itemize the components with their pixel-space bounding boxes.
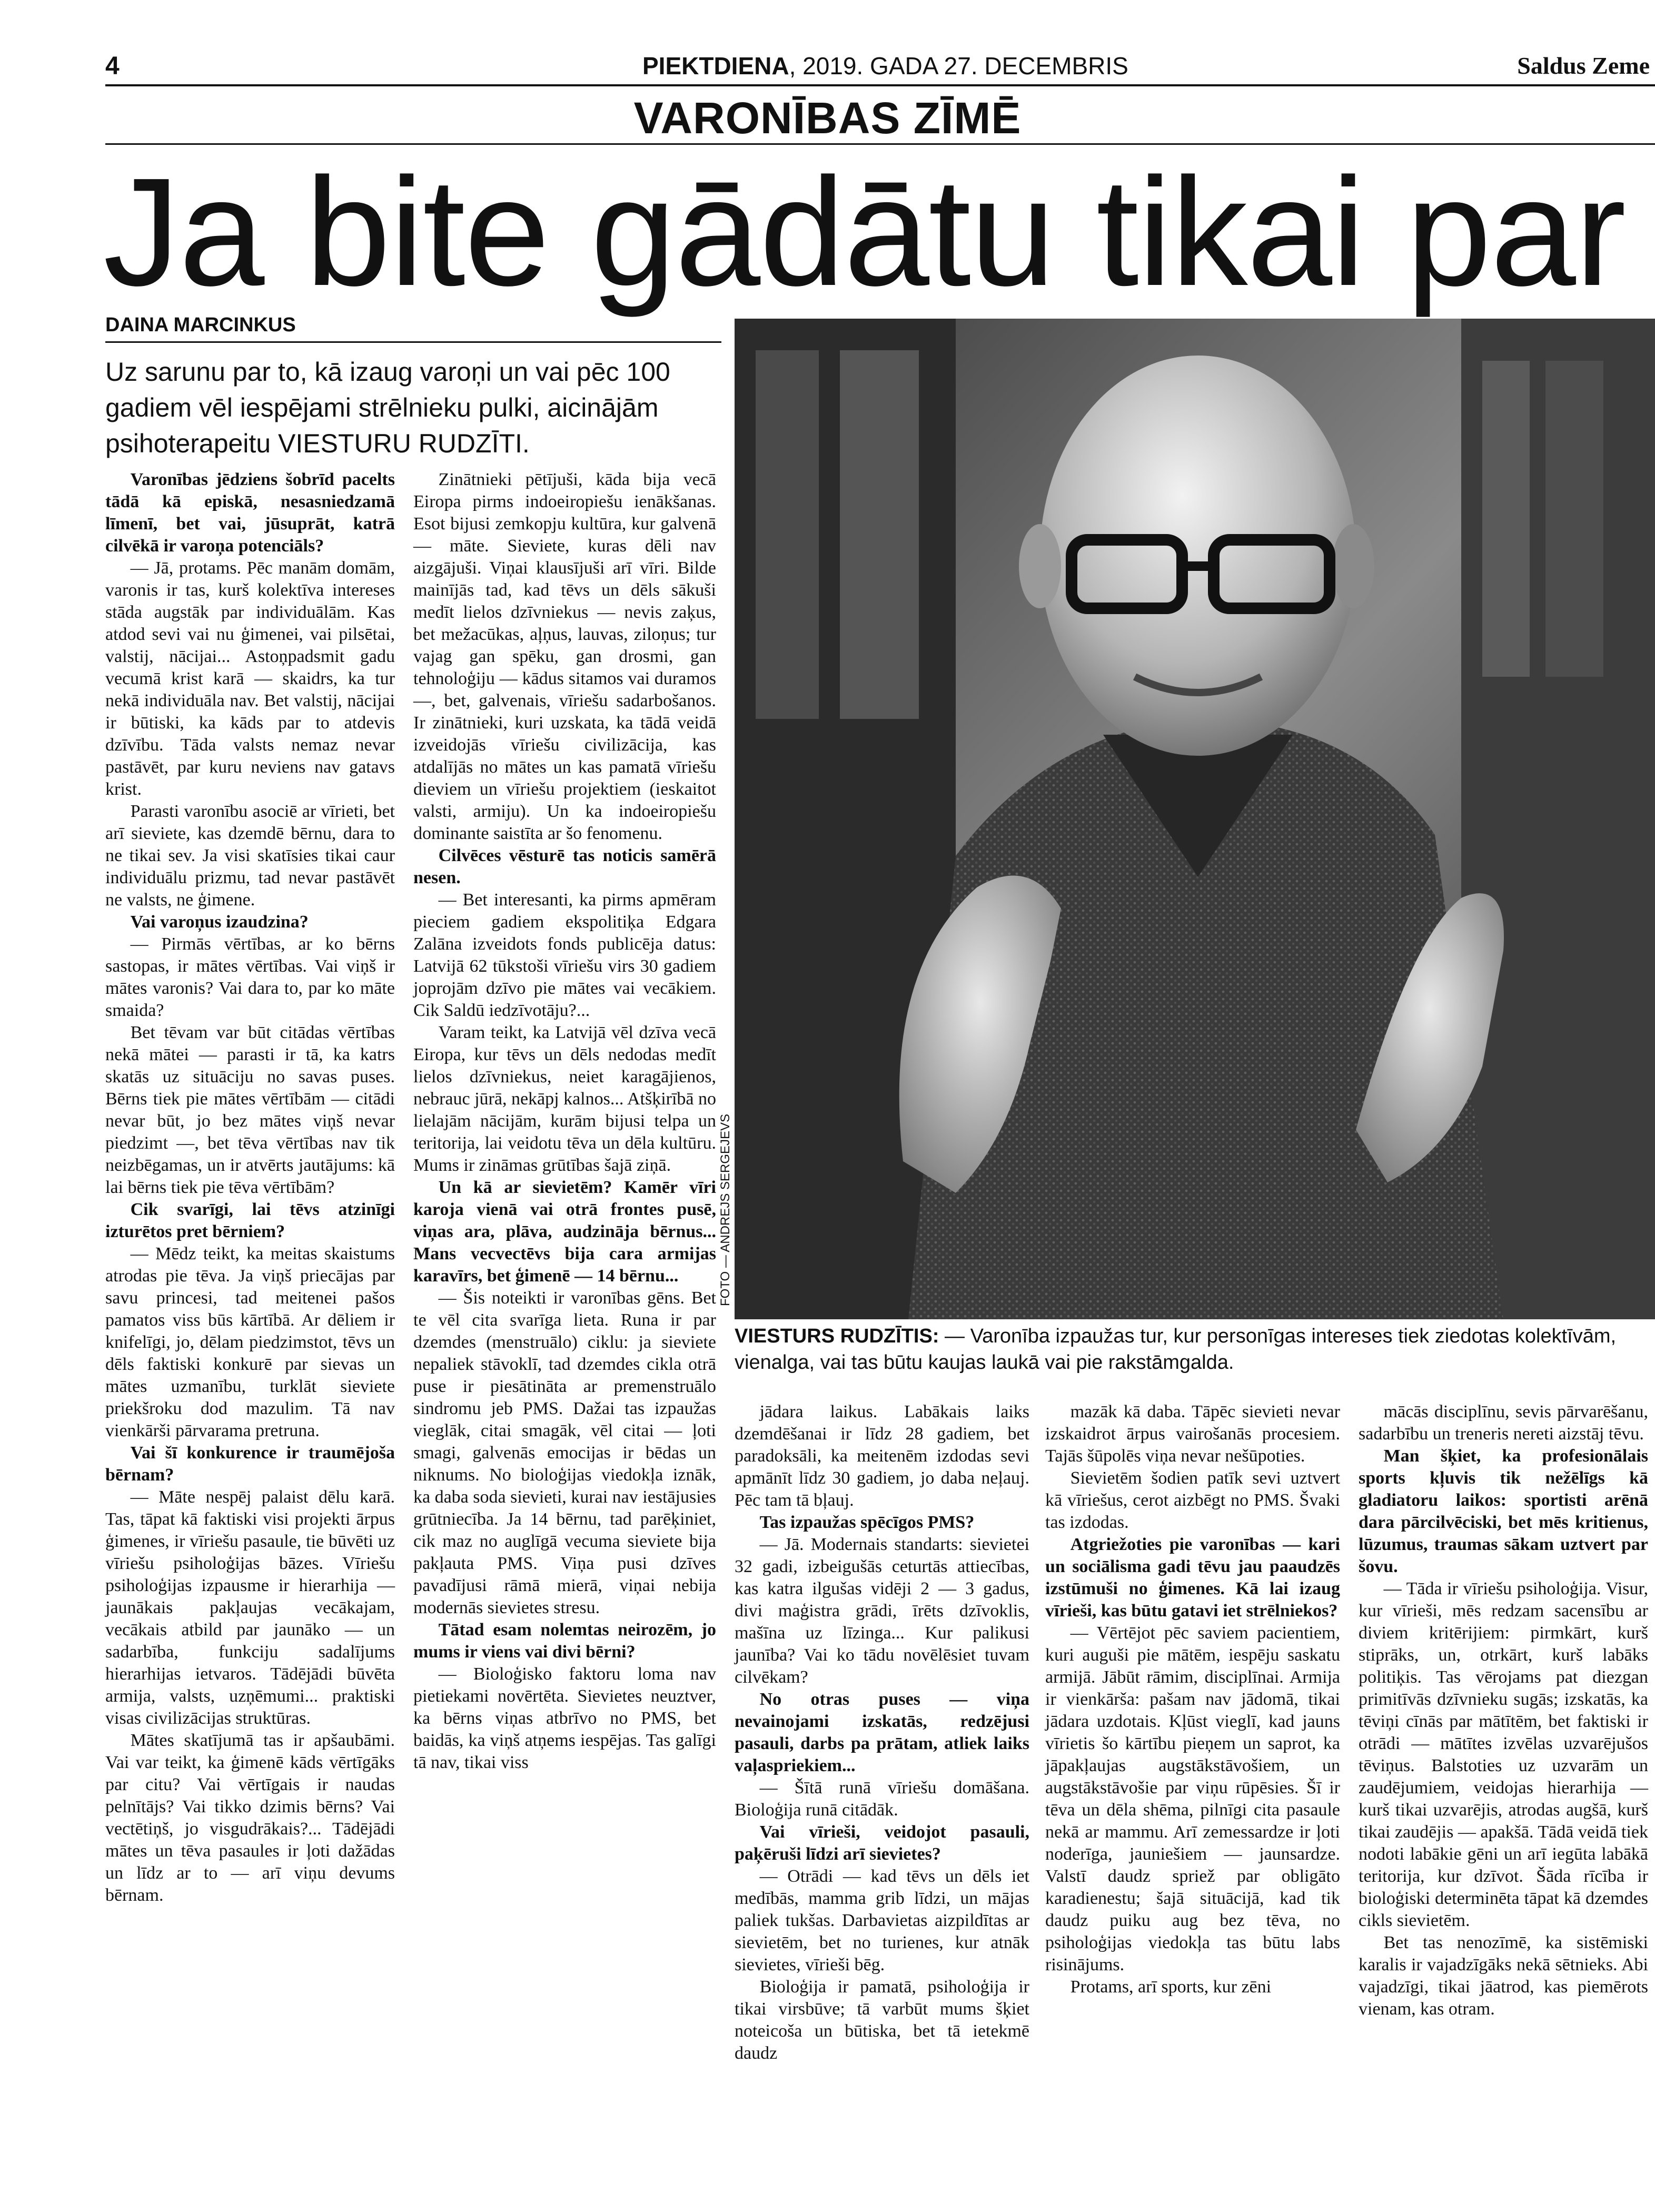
interview-paragraph: mācās disciplīnu, sevis pārvarēšanu, sadarbību un treneris nereti aizstāj tēvu. xyxy=(1359,1402,1648,1444)
interview-paragraph: Sievietēm šodien patīk sevi uztvert kā vīriešus, cerot aizbēgt no PMS. Švaki tas izdodas. xyxy=(1045,1468,1340,1532)
article-column-4 xyxy=(1045,1401,1340,1998)
page-number: 4 xyxy=(105,52,120,80)
newspaper-name: Saldus Zeme xyxy=(1517,52,1650,79)
portrait-photo xyxy=(735,319,1655,1319)
article-column-2 xyxy=(413,469,716,1774)
headline: Ja bite gādātu tikai par xyxy=(103,146,1626,318)
section-title: VARONĪBAS ZĪMĒ xyxy=(633,93,1022,143)
interview-paragraph: — Jā, protams. Pēc manām domām, varonis ir tas, kurš kolektīva intereses stāda augstāk par individuālām. Kas atdod sevi vai nu ģimenei, vai pilsētai, valstij, nācijai... Astoņpadsmit gadu vecumā krist karā — skaidrs, ka tur nekā individuāla nav. Bet valstij, nācijai ir būtiski, ka kāds par to atdevis dzīvību. Tāda valsts nemaz nevar pastāvēt, par kuru neviens nav gatavs krist. xyxy=(105,558,395,799)
interview-paragraph: Protams, arī sports, kur zēni xyxy=(1070,1977,1272,1997)
caption-name: VIESTURS RUDZĪTIS: xyxy=(735,1325,939,1347)
interview-question: Varonības jēdziens šobrīd pacelts tādā kā episkā, nesasniedzamā līmenī, bet vai, jūsuprāt, katrā cilvēkā ir varoņa potenciāls? xyxy=(105,470,395,556)
dateline-date: , 2019. GADA 27. DECEMBRIS xyxy=(789,52,1128,80)
interview-question: Atgriežoties pie varonības — kari un sociālisma gadi tēvu jau paaudzēs izstūmuši no ģimenes. Kā lai izaug vīrieši, kas būtu gatavi iet strēlniekos? xyxy=(1045,1535,1340,1621)
interview-question: Man šķiet, ka profesionālais sports kļuvis tik nežēlīgs kā gladiatoru laikos: sportisti arēnā dara pārcilvēciski, bet mēs kritienus, lūzumus, traumas sākam uztvert par šovu. xyxy=(1359,1446,1648,1576)
interview-paragraph: Bet tas nenozīmē, ka sistēmiski karalis ir vajadzīgāks nekā sētnieks. Abi vajadzīgi, tikai jāatrod, kas piemērots vienam, kas otram. xyxy=(1359,1933,1648,2019)
interview-paragraph: — Māte nespēj palaist dēlu karā. Tas, tāpat kā faktiski visi projekti ārpus ģimenes, ir vīriešu pasaule, tie būvēti uz vīriešu psiholoģijas bāzes. Vīriešu psiholoģijas izpausme ir hierarhija — jaunākais pakļaujas vecākajam, vecākais atbild par jaunāko — un sadarbība, funkciju sadalījums hierarhijas ietvaros. Tādējādi būvēta armija, valsts, uzņēmumi... praktiski visas civilizācijas struktūras. xyxy=(105,1487,395,1728)
photo-caption xyxy=(735,1323,1655,1376)
section-rule xyxy=(105,143,1655,145)
interview-paragraph: Varam teikt, ka Latvijā vēl dzīva vecā Eiropa, kur tēvs un dēls nedodas medīt lielos dzīvniekus, neiet karagājienos, nebrauc jūrā, nekāpj kalnos... Atšķirībā no lielajām nācijām, kurām bijusi telpa un teritorija, lai veidotu tēva un dēla kultūru. Mums ir zināmas grūtības šajā ziņā. xyxy=(413,1023,717,1175)
interview-paragraph: — Šītā runā vīriešu domāšana. Bioloģija runā citādāk. xyxy=(735,1778,1029,1820)
article-column-5 xyxy=(1359,1401,1648,2020)
interview-paragraph: — Mēdz teikt, ka meitas skaistums atrodas pie tēva. Ja viņš priecājas par savu princesi, tad meitenei pašos pamatos viss būs kārtībā. Ar dēliem ir knifelīgi, jo, dēlam piedzimstot, tēvs un dēls faktiski konkurē par sievas un mātes uzmanību, turklāt sieviete priekšroku dod mazulim. Tā nav vienkārši pārvarama pretruna. xyxy=(105,1244,395,1440)
interview-paragraph: Bet tēvam var būt citādas vērtības nekā mātei — parasti ir tā, ka katrs skatās uz situāciju no savas puses. Bērns tiek pie mātes vērtībām — citādi nevar būt, jo bez mātes viņš nevar piedzimt —, bet tēva vērtības nav tik neizbēgamas, un ir atvērts jautājums: kā lai bērns tiek pie tēva vērtībām? xyxy=(105,1023,395,1197)
interview-question: Cilvēces vēsturē tas noticis samērā nesen. xyxy=(413,846,716,887)
lead-paragraph: Uz sarunu par to, kā izaug varoņi un vai pēc 100 gadiem vēl iespējami strēlnieku pulki, aicinājām psihoterapeitu VIESTURU RUDZĪTI. xyxy=(105,357,670,458)
photo-credit-text: FOTO — ANDREJS SERGEJEVS xyxy=(718,1114,732,1306)
interview-question: Vai šī konkurence ir traumējoša bērnam? xyxy=(105,1443,395,1485)
author-byline: DAINA MARCINKUS xyxy=(105,314,296,336)
interview-paragraph: Parasti varonību asociē ar vīrieti, bet arī sieviete, kas dzemdē bērnu, dara to ne tikai sev. Ja visi skatīsies tikai caur individuālu prizmu, tad nevar pastāvēt ne valsts, ne ģimene. xyxy=(105,802,395,910)
interview-paragraph: — Šis noteikti ir varonības gēns. Bet te vēl cita svarīga lieta. Runa ir par dzemdes (menstruālo) ciklu: ja sieviete nepaliek stāvoklī, tad dzemdes cikla otrā puse ir piesātināta ar premenstruālo sindromu jeb PMS. Dažai tas izpaužas vieglāk, citai smagāk, vēl citai — ļoti smagi, galvenās emocijas ir bēdas un niknums. No bioloģijas viedokļa iznāk, ka daba soda sievieti, kurai nav iestājusies grūtniecība. Ja 14 bērnu, tad parēķiniet, cik maz no auglīgā vecuma sieviete bija pakļauta PMS. Viņa pusi dzīves pavadījusi rāmā mierā, viņai nebija modernās sievietes stresu. xyxy=(413,1288,716,1617)
interview-question: Tas izpaužas spēcīgos PMS? xyxy=(759,1513,975,1532)
interview-question: Vai varoņus izaudzina? xyxy=(130,912,309,932)
interview-paragraph: mazāk kā daba. Tāpēc sievieti nevar izskaidrot ārpus vairošanās procesiem. Tajās šūpolēs viņa nevar nešūpoties. xyxy=(1045,1402,1340,1466)
interview-paragraph: — Jā. Modernais standarts: sievietei 32 gadi, izbeigušās ceturtās attiecības, kas katra ilgušas vidēji 2 — 3 gadus, divi maģistra grādi, īrēts dzīvoklis, mašīna uz līzinga... Kur palikusi jaunība? Vai ko tādu novēlēsiet tuvam cilvēkam? xyxy=(735,1535,1029,1687)
caption-text: — Varonība izpaužas tur, kur personīgas intereses tiek ziedotas kolektīvām, vienalga, vai tas būtu kaujas laukā vai pie rakstāmgalda. xyxy=(735,1325,1617,1374)
interview-paragraph: jādara laikus. Labākais laiks dzemdēšanai ir līdz 28 gadiem, bet paradoksāli, ka meitenēm izdodas sevi apmānīt līdz 30 gadiem, jo daba neļauj. Pēc tam tā bļauj. xyxy=(735,1402,1029,1510)
interview-paragraph: Mātes skatījumā tas ir apšaubāmi. Vai var teikt, ka ģimenē kāds vērtīgāks par citu? Vai vērtīgais ir naudas pelnītājs? Vai tikko dzimis bērns? Vai vectētiņš, jo visgudrākais?... Tādējādi mātes un tēva pasaules ir ļoti dažādas un līdz ar to — arī viņu devums bērnam. xyxy=(105,1731,395,1905)
interview-question: Vai vīrieši, veidojot pasauli, paķēruši līdzi arī sievietes? xyxy=(735,1822,1029,1864)
interview-paragraph: Zinātnieki pētījuši, kāda bija vecā Eiropa pirms indoeiropiešu ienākšanas. Esot bijusi zemkopju kultūra, kur galvenā — māte. Sieviete, kuras dēli nav aizgājuši. Viņai klausījuši arī vīri. Bilde mainījās tad, kad tēvs un dēls sākuši medīt lielos dzīvniekus — nevis zaķus, bet mežacūkas, aļņus, lauvas, ziloņus; tur vajag gan spēku, gan drosmi, gan tehnoloģiju — kādus sitamos vai duramos —, bet, galvenais, vīriešu sadarbošanos. Ir zinātnieki, kuri uzskata, ka tādā veidā izveidojās vīriešu civilizācija, kas atdalījās no mātes un kas pamatā vīriešu dieviem un vīriešu projektiem (ieskaitot valsti, armiju). Un ka indoeiropiešu dominante saistīta ar šo fenomenu. xyxy=(413,470,716,843)
dateline xyxy=(642,52,1128,80)
dateline-day: PIEKTDIENA xyxy=(642,52,789,80)
interview-paragraph: — Bet interesanti, ka pirms apmēram pieciem gadiem ekspolitiķa Edgara Zalāna izveidots fonds publicēja datus: Latvijā 62 tūkstoši vīriešu virs 30 gadiem joprojām dzīvo pie mātes vai vecākiem. Cik Saldū iedzīvotāju?... xyxy=(413,890,716,1020)
article-column-1 xyxy=(105,469,395,1907)
interview-paragraph: Bioloģija ir pamatā, psiholoģija ir tikai virsbūve; tā varbūt mums šķiet noteicoša un būtiska, bet tā ietekmē daudz xyxy=(735,1977,1029,2063)
header-rule xyxy=(105,84,1655,86)
interview-paragraph: — Tāda ir vīriešu psiholoģija. Visur, kur vīrieši, mēs redzam sacensību ar diviem kritērijiem: pirmkārt, kurš stiprāks, un, otrkārt, kurš labāks politiķis. Tas vērojams pat diezgan primitīvās dzīvnieku sugās; izskatās, ka tēviņi cīnās par mātītēm, bet faktiski ir otrādi — mātītes izvēlas uzvarējušos tēviņus. Balstoties uz uzvarām un zaudējumiem, veidojas hierarhija — kurš tikai uzvarējis, atrodas augšā, kurš tikai zaudējis — apakšā. Tādā veidā tiek nodoti labākie gēni un arī iegūta labākā teritorija, kur dzīvot. Šāda rīcība ir bioloģiski determinēta tāpat kā dzemdes cikls sievietēm. xyxy=(1359,1579,1648,1930)
portrait-illustration xyxy=(735,319,1655,1319)
interview-paragraph: — Pirmās vērtības, ar ko bērns sastopas, ir mātes vērtības. Vai viņš ir mātes varonis? Vai dara to, par ko māte smaida? xyxy=(105,934,395,1020)
byline-rule xyxy=(105,341,721,343)
interview-question: No otras puses — viņa nevainojami izskatās, redzējusi pasauli, darbs pa prātam, atliek laiks vaļaspriekiem... xyxy=(735,1690,1029,1775)
article-column-3 xyxy=(735,1401,1029,2065)
interview-paragraph: — Otrādi — kad tēvs un dēls iet medībās, mamma grib līdzi, un mājas paliek tukšas. Darbavietas aizpildītas ar sievietēm, bet no turienes, kur atnāk sievietes, vīrieši bēg. xyxy=(735,1867,1029,1974)
interview-question: Un kā ar sievietēm? Kamēr vīri karoja vienā vai otrā frontes pusē, viņas ara, plāva, audzināja bērnus... Mans vecvectēvs bija cara armijas karavīrs, bet ģimenē — 14 bērnu... xyxy=(413,1178,716,1286)
interview-paragraph: — Bioloģisko faktoru loma nav pietiekami novērtēta. Sievietes neuztver, ka bērns viņas atbrīvo no PMS, bet baidās, ka viņš atņems iespējas. Tas galīgi tā nav, tikai viss xyxy=(413,1664,716,1772)
interview-paragraph: — Vērtējot pēc saviem pacientiem, kuri auguši pie mātēm, iespēju saskatu armijā. Jābūt rāmim, disciplīnai. Armija ir vienkārša: pašam nav jādomā, tikai jādara uzdotais. Kļūst vieglī, kad jauns vīrietis šo kārtību pieņem un saprot, ka jāpakļaujas augstākstāvošiem, un augstākstāvošie par viņu rūpēsies. Šī ir tēva un dēla shēma, pilnīgi cita pasaule nekā ar mammu. Arī zemessardze ir ļoti noderīga, jauniešiem — jaunsardze. Valstī daudz spriež par obligāto karadienestu; šajā situācijā, kad tik daudz puiku aug bez tēva, no psiholoģijas viedokļa tas būtu labs risinājums. xyxy=(1045,1623,1340,1974)
interview-question: Cik svarīgi, lai tēvs atzinīgi izturētos pret bērniem? xyxy=(105,1200,395,1241)
interview-question: Tātad esam nolemtas neirozēm, jo mums ir viens vai divi bērni? xyxy=(413,1620,716,1662)
photo-credit xyxy=(715,1095,736,1306)
